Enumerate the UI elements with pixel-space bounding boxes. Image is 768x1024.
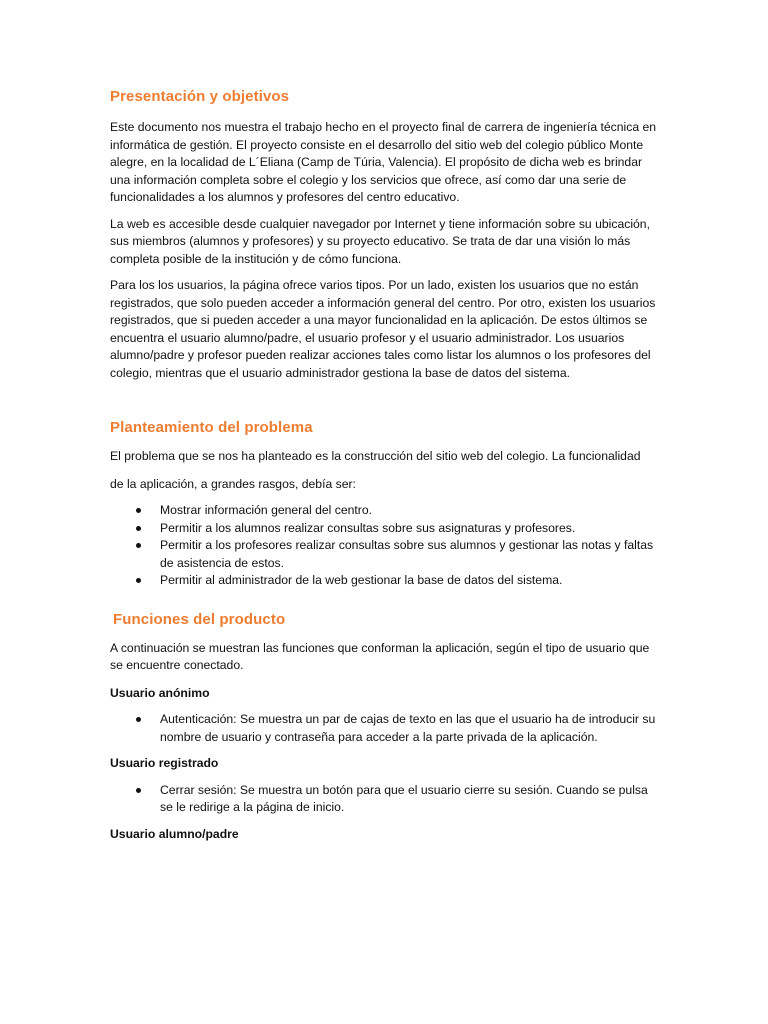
list-item-text: Mostrar información general del centro. [160, 503, 373, 517]
document-page [110, 84, 660, 843]
section-heading-presentation: Presentación y objetivos [110, 88, 290, 105]
section-heading-problem: Planteamiento del problema [110, 419, 313, 436]
paragraph-problem-continued: de la aplicación, a grandes rasgos, debía ser: [110, 476, 356, 491]
list-item [110, 537, 660, 572]
paragraph-intro: Este documento nos muestra el trabajo hecho en el proyecto final de carrera de ingeniería técnica en informática de gestión. El proyecto consiste en el desarrollo del sitio web del colegio público Monte alegre, en la localidad de L´Eliana (Camp de Túria, Valencia). El propósito de dicha web es brindar una información completa sobre el colegio y los servicios que ofrece, así como dar una serie de funcionalidades a los alumnos y profesores del centro educativo. [110, 120, 657, 204]
bullet-icon [136, 543, 141, 548]
list-item [110, 502, 660, 520]
requirements-list [110, 502, 660, 590]
paragraph-accessibility: La web es accesible desde cualquier navegador por Internet y tiene información sobre su ubicación, sus miembros (alumnos y profesores) y su proyecto educativo. Se trata de dar una visión lo más completa posible de la institución y de cómo funciona. [110, 216, 650, 266]
bullet-icon [136, 578, 141, 583]
bullet-icon [136, 717, 141, 722]
anonymous-functions-list [110, 711, 660, 746]
list-item [110, 711, 660, 746]
paragraph-functions-intro: A continuación se muestran las funciones que conforman la aplicación, según el tipo de usuario que se encuentre conectado. [110, 640, 650, 672]
paragraph-user-types: Para los los usuarios, la página ofrece varios tipos. Por un lado, existen los usuarios que no están registrados, que solo pueden acceder a información general del centro. Por otro, existen los usuarios registrados, que si pueden acceder a una mayor funcionalidad en la aplicación. De estos últimos se encuentra el usuario alumno/padre, el usuario profesor y el usuario administrador. Los usuarios alumno/padre y profesor pueden realizar acciones tales como listar los alumnos o los profesores del colegio, mientras que el usuario administrador gestiona la base de datos del sistema. [110, 278, 656, 380]
list-item [110, 782, 660, 817]
list-item-text: Permitir a los alumnos realizar consultas sobre sus asignaturas y profesores. [160, 520, 576, 535]
bullet-icon [136, 788, 141, 793]
subheading-student-parent-user: Usuario alumno/padre [110, 826, 239, 841]
list-item-text: Permitir a los profesores realizar consultas sobre sus alumnos y gestionar las notas y faltas de asistencia de estos. [160, 538, 654, 570]
list-item-text: Autenticación: Se muestra un par de cajas de texto en las que el usuario ha de introducir su nombre de usuario y contraseña para acceder a la parte privada de la aplicación. [160, 712, 656, 744]
registered-functions-list [110, 782, 660, 817]
bullet-icon [136, 526, 141, 531]
list-item-text: Cerrar sesión: Se muestra un botón para que el usuario cierre su sesión. Cuando se pulsa se le redirige a la página de inicio. [160, 782, 648, 814]
bullet-icon [136, 508, 141, 513]
subheading-registered-user: Usuario registrado [110, 756, 219, 770]
list-item [110, 572, 660, 590]
list-item-text: Permitir al administrador de la web gestionar la base de datos del sistema. [160, 573, 563, 587]
section-heading-functions: Funciones del producto [113, 610, 286, 628]
paragraph-problem: El problema que se nos ha planteado es la construcción del sitio web del colegio. La funcionalidad [110, 449, 641, 463]
subheading-anonymous-user: Usuario anónimo [110, 685, 210, 700]
list-item [110, 520, 660, 538]
